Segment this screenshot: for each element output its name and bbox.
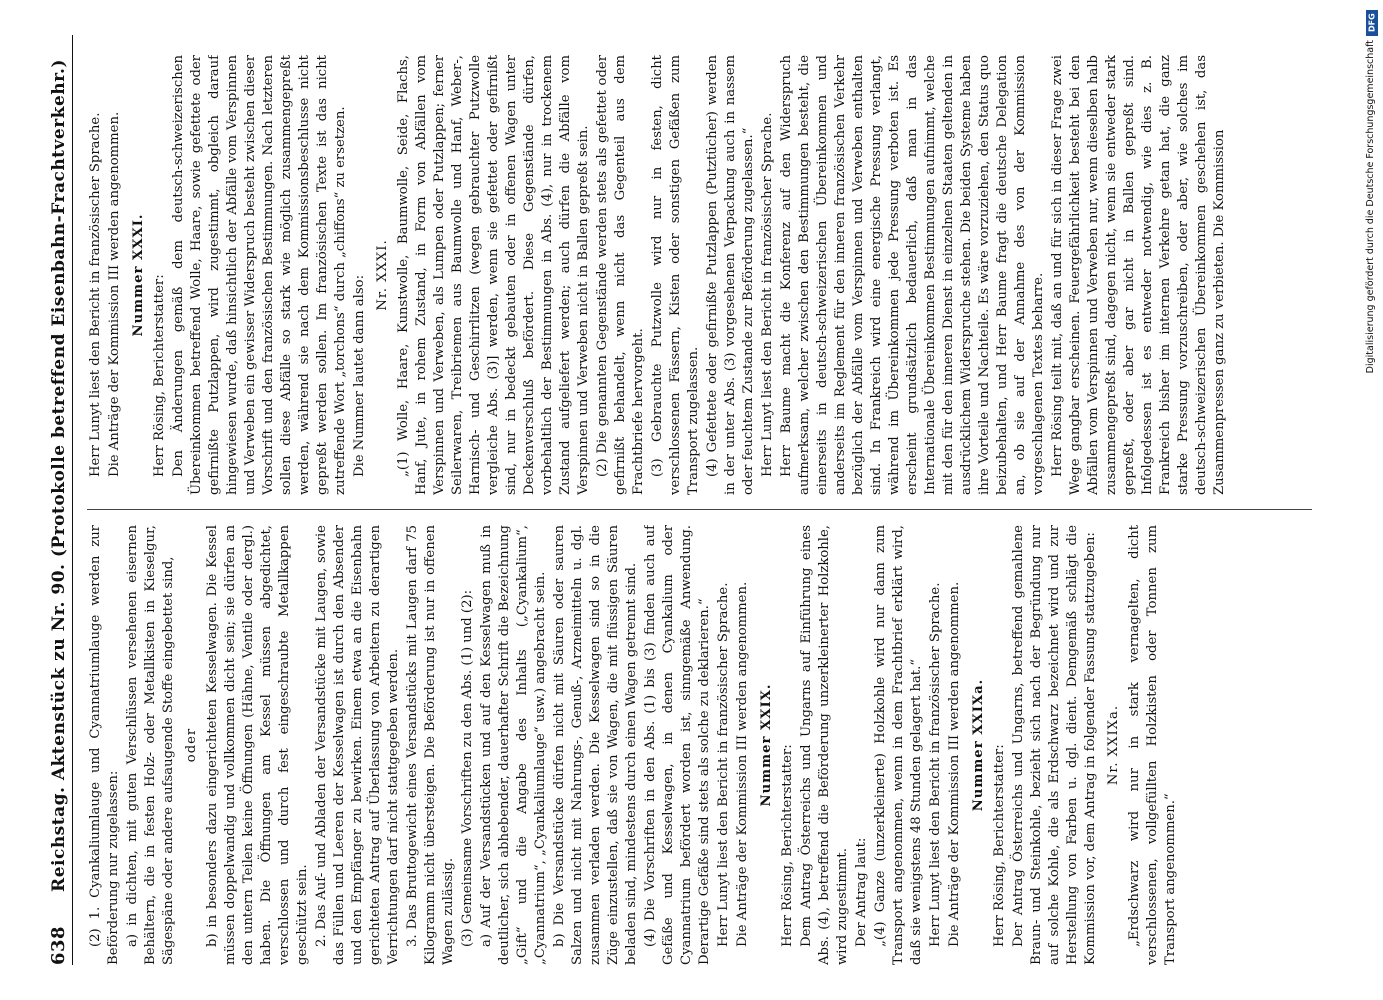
paragraph: a) in dichten, mit guten Verschlüssen versehenen eisernen Behältern, die in festen Holz- oder Metallkisten in Kieselgur, Sägespäne oder andere aufsaugende Stoffe eingebettet sind, — [125, 525, 176, 965]
paragraph: (4) Die Vorschriften in den Abs. (1) bis (3) finden auch auf Gefäße und Kesselwagen, in denen Cyankalium oder Cyannatrium befördert worden ist, sinngemäße Anwendung. Derartige Gefäße sind stets als solche zu deklarieren.“ — [643, 525, 712, 965]
centered-label: Nr. XXIXa. — [1106, 704, 1121, 786]
paragraph: Herr Lunyt liest den Bericht in französischer Sprache. — [760, 112, 775, 477]
paragraph: 3. Das Bruttogewicht eines Versandstücks mit Laugen darf 75 Kilogramm nicht übersteigen. Die Beförderung ist nur in offenen Wagen zulässig. — [405, 525, 456, 965]
section-heading: Nummer XXXI. — [131, 213, 146, 337]
paragraph: b) in besonders dazu eingerichteten Kesselwagen. Die Kessel müssen doppelwandig und vollkommen dicht sein; sie dürfen an den untern Teilen keine Öffnungen (Hähne, Ventile oder dergl.) haben. Die Öffnungen am Kessel müssen abgedichtet, verschlossen und durch fest eingeschraubte Metallkappen geschützt sein. — [205, 525, 310, 965]
page-title: Reichstag. Aktenstück zu Nr. 90. (Protokolle betreffend Eisenbahn-Frachtverkehr.) — [49, 59, 69, 892]
section-heading: Nummer XXIXa. — [971, 678, 986, 812]
left-column — [87, 525, 1317, 965]
paragraph: Herr Rösing, Berichterstatter: — [152, 274, 167, 477]
paragraph: b) Die Versandstücke dürfen nicht mit Säuren oder sauren Salzen und nicht mit Nahrungs-, Genuß-, Arzneimitteln u. dgl. zusammen verladen werden. Die Kesselwagen sind so in die Züge einzustellen, daß sie von Wagen, die mit flüssigen Säuren beladen sind, mindestens durch einen Wagen getrennt sind. — [552, 525, 639, 965]
paragraph: (4) Gefettete oder gefirnißte Putzlappen (Putztücher) werden in der unter Abs. (3) vorgesehenen Verpackung auch in nassem oder feuchtem Zustande zur Beförderung zugelassen.“ — [705, 55, 756, 495]
page-number: 638 — [48, 925, 69, 965]
paragraph: (2) 1. Cyankaliumlauge und Cyannatriumlauge werden zur Beförderung nur zugelassen: — [88, 525, 121, 965]
paragraph: a) Auf der Versandstücken und auf den Kesselwagen muß in deutlicher, sich abhebender, dauerhafter Schrift die Bezeichnung „Gift“ und die Angabe des Inhalts („Cyankalium“, „Cyannatrium“, „Cyankaliumlauge“ usw.) angebracht sein. — [479, 525, 548, 965]
paragraph: Die Anträge der Kommission III werden angenommen. — [947, 581, 962, 947]
centered-label: oder — [184, 727, 199, 763]
paragraph: Den Änderungen gemäß dem deutsch-schweizerischen Übereinkommen betreffend Wolle, Haare, sowie gefettete oder gefirnißte Putzlappen, wird zugestimmt, obgleich darauf hingewiesen wurde, daß hinsichtlich der Abfälle vom Verspinnen und Verweben ein gewisser Widerspruch besteht zwischen dieser Vorschrift und den französischen Bestimmungen. Nach letzteren sollen diese Abfälle so stark wie möglich zusammengepreßt werden, während sie nach dem Kommissionsbeschlusse nicht gepreßt werden sollen. Im französischen Texte ist das nicht zutreffende Wort „torchons“ durch „chiffons“ zu ersetzen. — [171, 55, 348, 495]
paragraph: Dem Antrag Österreichs und Ungarns auf Einführung eines Abs. (4), betreffend die Beförderung unzerkleinerter Holzkohle, wird zugestimmt. — [799, 525, 850, 965]
right-column — [87, 55, 1317, 495]
paragraph: Die Anträge der Kommission III werden angenommen. — [735, 581, 750, 947]
dfg-logo: DFG — [1366, 10, 1378, 36]
paragraph: (3) Gemeinsame Vorschriften zu den Abs. (1) und (2): — [460, 589, 475, 947]
paragraph: 2. Das Auf- und Abladen der Versandstücke mit Laugen, sowie das Füllen und Leeren der Kesselwagen ist durch den Absender und den Empfänger zu bewirken. Einem etwa an die Eisenbahn gerichteten Antrag auf Überlassung von Arbeitern zu derartigen Verrichtungen darf nicht stattgegeben werden. — [314, 525, 401, 965]
paragraph: „(4) Ganze (unzerkleinerte) Holzkohle wird nur dann zum Transport angenommen, wenn in dem Frachtbrief erklärt wird, daß sie wenigstens 48 Stunden gelagert hat.“ — [873, 525, 924, 965]
paragraph: Herr Rösing, Berichterstatter: — [780, 744, 795, 947]
paragraph: Die Nummer lautet dann also: — [352, 274, 367, 477]
paragraph: „(1) Wolle, Haare, Kunstwolle, Baumwolle, Seide, Flachs, Hanf, Jute, in rohem Zustand, in Form von Abfällen vom Verspinnen und Verweben, als Lumpen oder Putzlappen; ferner Seilerwaren, Treibriemen aus Baumwolle und Hanf, Weber-, Harnisch- und Geschirrlitzen (wegen gebrauchter Putzwolle vergleiche Abs. (3)] werden, wenn sie gefettet oder gefirnißt sind, nur in bedeckt gebauten oder in offenen Wagen unter Deckenverschluß befördert. Diese Gegenstände dürfen, vorbehaltlich der Bestimmungen in Abs. (4), nur in trockenem Zustand aufgeliefert werden; auch dürfen die Abfälle vom Verspinnen und Verweben nicht in Ballen gepreßt sein. — [396, 55, 591, 495]
paragraph: Herr Lunyt liest den Bericht in französischer Sprache. — [88, 112, 103, 477]
paragraph: Der Antrag laut: — [854, 837, 869, 947]
paragraph: Herr Baume macht die Konferenz auf den Widerspruch aufmerksam, welcher zwischen den Bestimmungen besteht, die einerseits in deutsch-schweizerischen Übereinkommen und anderseits im Reglement für den inneren französischen Verkehr bezüglich der Abfälle vom Verspinnen und Verweben enthalten sind. In Frankreich wird eine energische Pressung verlangt, während im Übereinkommen jede Pressung verboten ist. Es erscheint grundsätzlich bedauerlich, daß man in das Internationale Übereinkommen Bestimmungen aufnimmt, welche mit den für den inneren Dienst in einzelnen Staaten geltenden in ausdrücklichem Widerspruche stehen. Die beiden Systeme haben ihre Vorteile und Nachteile. Es wäre vorzuziehen, den Status quo beizubehalten, und Herr Baume fragt die deutsche Delegation an, ob sie auf der Annahme des von der Kommission vorgeschlagenen Textes beharre. — [779, 55, 1046, 495]
paragraph: Die Anträge der Kommission III werden angenommen. — [107, 111, 122, 477]
paragraph: Herr Lunyt liest den Bericht in französischer Sprache. — [716, 582, 731, 947]
digitization-credit: Digitalisierung gefördert durch die Deutsche Forschungsgemeinschaft — [1365, 40, 1376, 374]
paragraph: Herr Rösing teilt mit, daß an und für sich in dieser Frage zwei Wege gangbar erscheinen. Feuergefährlichkeit besteht bei den Abfällen vom Verspinnen und Verweben nur, wenn dieselben halb zusammengepreßt sind, dagegen nicht, wenn sie entweder stark gepreßt, oder aber gar nicht in Ballen gepreßt sind. Infolgedessen ist es entweder notwendig, wie dies z. B. Frankreich bisher im internen Verkehre getan hat, die ganz starke Pressung vorzuschreiben, oder aber, wie solches im deutsch-schweizerischen Übereinkommen geschehen ist, das Zusammenpressen ganz zu verbieten. Die Kommission — [1050, 55, 1227, 495]
paragraph: (3) Gebrauchte Putzwolle wird nur in festen, dicht verschlossenen Fässern, Kisten oder sonstigen Gefäßen zum Transport zugelassen. — [650, 55, 701, 495]
rotated-document-page — [45, 35, 1325, 965]
paragraph: (2) Die genannten Gegenstände werden stets als gefettet oder gefirnißt behandelt, wenn nicht das Gegenteil aus dem Frachtbriefe hervorgeht. — [595, 55, 646, 495]
centered-label: Nr. XXXI. — [375, 239, 390, 311]
paragraph: Herr Lunyt liest den Bericht in französischer Sprache. — [928, 582, 943, 947]
paragraph: „Erdschwarz wird nur in stark vernagelten, dicht verschlossenen, vollgefüllten Holzkisten oder Tonnen zum Transport angenommen.“ — [1127, 525, 1178, 965]
page-header — [45, 35, 73, 965]
paragraph: Herr Rösing, Berichterstatter: — [992, 744, 1007, 947]
section-heading: Nummer XXIX. — [759, 683, 774, 807]
column-divider — [87, 509, 1312, 510]
paragraph: Der Antrag Österreichs und Ungarns, betreffend gemahlene Braun- und Steinkohle, bezieht sich nach der Begründung nur auf solche Kohle, die als Erdschwarz bezeichnet wird und zur Herstellung von Farben u. dgl. dient. Demgemäß schlägt die Kommission vor, dem Antrag in folgender Fassung stattzugeben: — [1011, 525, 1098, 965]
